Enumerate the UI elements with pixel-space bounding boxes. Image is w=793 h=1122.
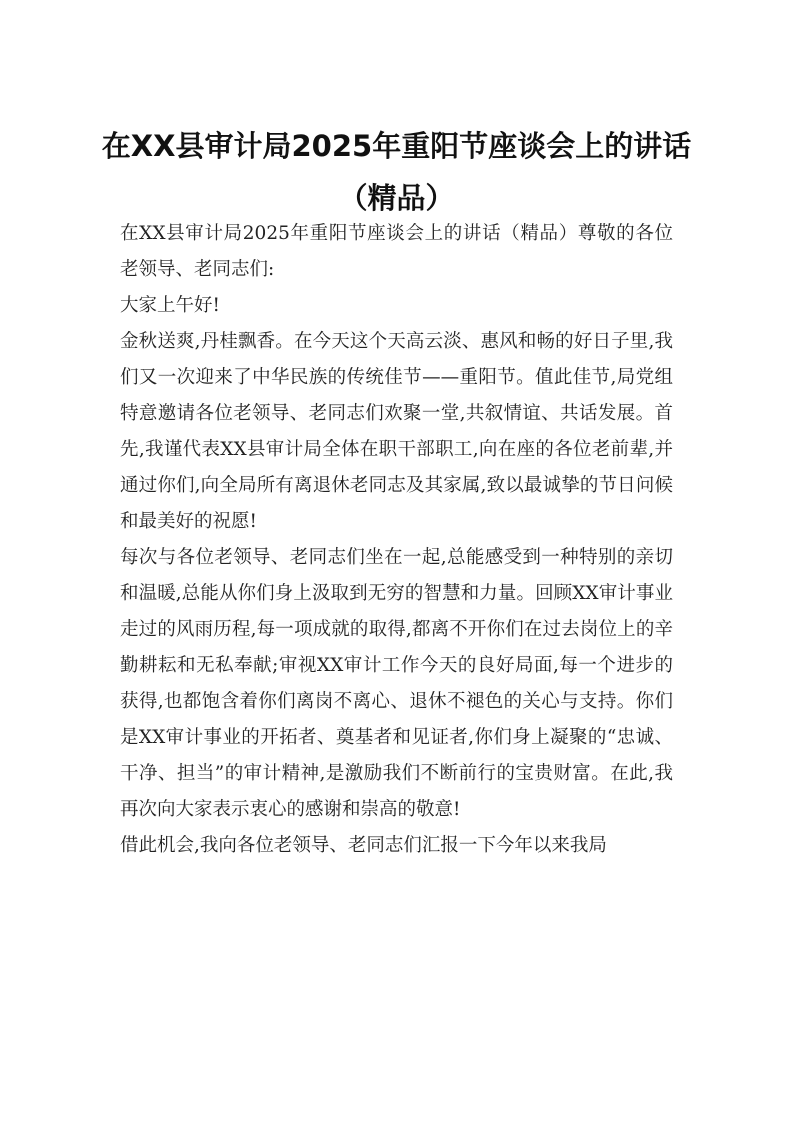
paragraph-opening: 在XX县审计局2025年重阳节座谈会上的讲话（精品）尊敬的各位老领导、老同志们:: [120, 223, 673, 280]
document-title: 在XX县审计局2025年重阳节座谈会上的讲话（精品）: [101, 129, 692, 215]
paragraph-festival: 金秋送爽,丹桂飘香。在今天这个天高云淡、惠风和畅的好日子里,我们又一次迎来了中华民族的传统佳节——重阳节。值此佳节,局党组特意邀请各位老领导、老同志们欢聚一堂,共叙情谊、共话发展。首先,我谨代表XX县审计局全体在职干部职工,向在座的各位老前辈,并通过你们,向全局所有离退休老同志及其家属,致以最诚挚的节日问候和最美好的祝愿!: [120, 331, 673, 532]
document-body: [120, 216, 673, 864]
paragraph-greeting: 大家上午好!: [120, 295, 220, 316]
paragraph-gratitude: 每次与各位老领导、老同志们坐在一起,总能感受到一种特别的亲切和温暖,总能从你们身上汲取到无穷的智慧和力量。回顾XX审计事业走过的风雨历程,每一项成就的取得,都离不开你们在过去岗位上的辛勤耕耘和无私奉献;审视XX审计工作今天的良好局面,每一个进步的获得,也都饱含着你们离岗不离心、退休不褪色的关心与支持。你们是XX审计事业的开拓者、奠基者和见证者,你们身上凝聚的“忠诚、干净、担当”的审计精神,是激励我们不断前行的宝贵财富。在此,我再次向大家表示衷心的感谢和崇高的敬意!: [120, 547, 673, 820]
paragraph-report: 借此机会,我向各位老领导、老同志们汇报一下今年以来我局: [120, 835, 607, 856]
